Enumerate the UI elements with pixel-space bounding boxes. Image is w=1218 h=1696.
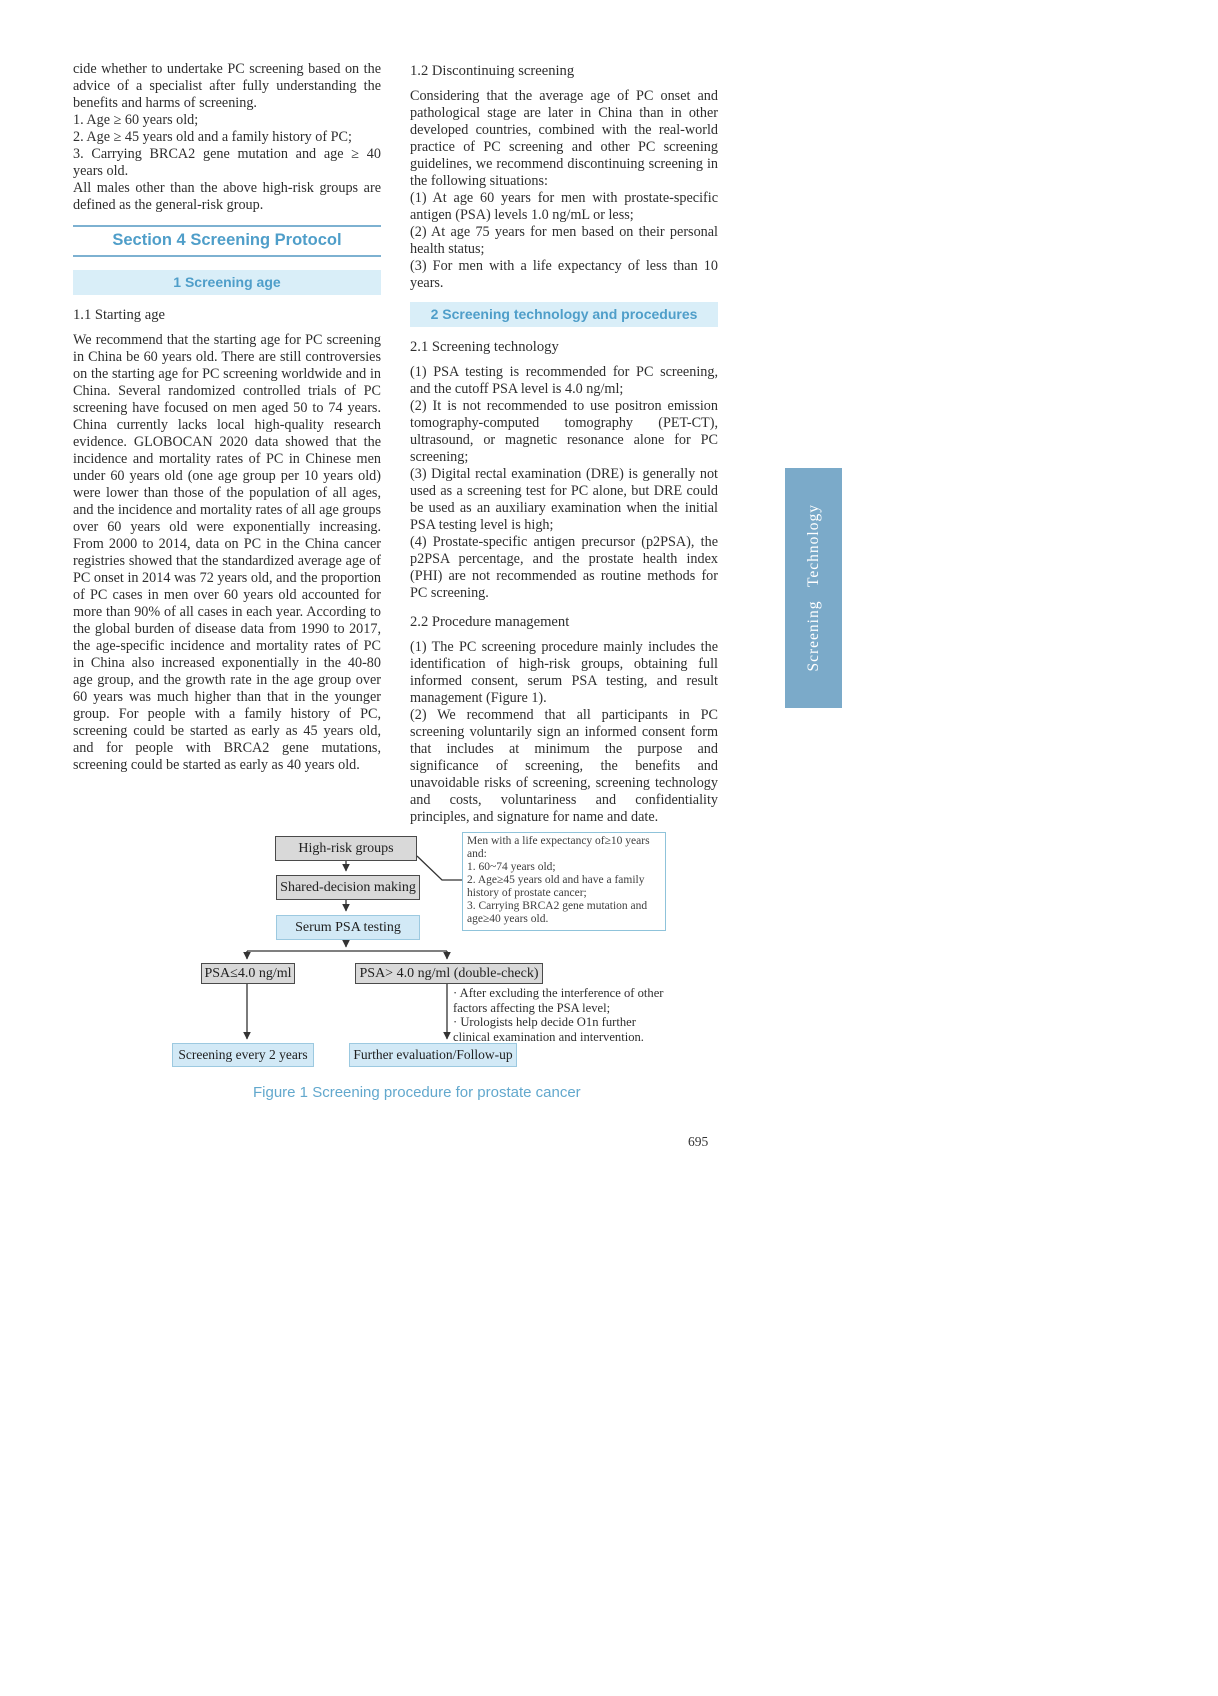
- risk-list-item-2: 2. Age ≥ 45 years old and a family history of PC;: [73, 129, 352, 145]
- left-column: [73, 61, 381, 774]
- flowchart-node-serum-psa-testing: Serum PSA testing: [276, 915, 420, 940]
- screening-technology-bar: 2 Screening technology and procedures: [410, 302, 718, 327]
- side-note-line-4: 3. Carrying BRCA2 gene mutation and age≥40 years old.: [467, 900, 648, 925]
- screening-technology-tab: [785, 468, 842, 708]
- technology-item-2: (2) It is not recommended to use positron emission tomography-computed tomography (PET-CT), ultrasound, or magnetic resonance alone for PC screening;: [410, 398, 718, 465]
- side-note-line-2: 1. 60~74 years old;: [467, 861, 556, 873]
- flowchart-annotation: [453, 986, 673, 1044]
- intro-paragraph: cide whether to undertake PC screening based on the advice of a specialist after fully understanding the benefits and harms of screening.: [73, 61, 381, 111]
- risk-list-item-1: 1. Age ≥ 60 years old;: [73, 112, 199, 128]
- subsection-1-2-heading: 1.2 Discontinuing screening: [410, 63, 575, 79]
- annotation-line-1: · After excluding the interference of other factors affecting the PSA level;: [453, 986, 664, 1015]
- section-4-heading: Section 4 Screening Protocol: [112, 231, 342, 249]
- flowchart-node-screening-every-2-years: Screening every 2 years: [172, 1043, 314, 1067]
- discontinuing-item-2: (2) At age 75 years for men based on their personal health status;: [410, 224, 718, 257]
- flowchart-node-further-evaluation: Further evaluation/Follow-up: [349, 1043, 517, 1067]
- starting-age-paragraph: We recommend that the starting age for PC screening in China be 60 years old. There are still controversies on the starting age for PC screening worldwide and in China. Several randomized controlled trials of PC screening have focused on men aged 50 to 74 years. China currently lacks local high-quality research evidence. GLOBOCAN 2020 data showed that the incidence and mortality rates of PC in Chinese men under 60 years old (one age group per 10 years old) were lower than those of the population of all ages, and the incidence and mortality rates of all age groups over 60 years old were exponentially increasing. From 2000 to 2014, data on PC in the China cancer registries showed that the standardized average age of PC onset in 2014 was 72 years old, and the proportion of PC cases in men over 60 years old accounted for more than 90% of all cases in each year. According to the global burden of disease data from 1990 to 2017, the age-specific incidence and mortality rates of PC in China also increased exponentially in the 40-80 age group, and the growth rate in the age group over 60 years was much higher than that in the younger group. For people with a family history of PC, screening could be started as early as 45 years old, and for people with BRCA2 gene mutations, screening could be started as early as 40 years old.: [73, 332, 381, 773]
- risk-list-item-3: 3. Carrying BRCA2 gene mutation and age ≥ 40 years old.: [73, 146, 381, 179]
- subsection-1-1-heading: 1.1 Starting age: [73, 307, 166, 323]
- flowchart: [0, 830, 760, 1080]
- technology-item-3: (3) Digital rectal examination (DRE) is generally not used as a screening test for PC alone, but DRE could be used as an auxiliary examination when the initial PSA testing level is high;: [410, 466, 718, 533]
- flowchart-node-psa-high: PSA> 4.0 ng/ml (double-check): [355, 963, 543, 984]
- discontinuing-paragraph: Considering that the average age of PC onset and pathological stage are later in China than in other developed countries, combined with the real-world practice of PC screening and other PC screening guidelines, we recommend discontinuing screening in the following situations:: [410, 88, 718, 189]
- section-4-heading-block: [73, 225, 381, 257]
- side-note-line-3: 2. Age≥45 years old and have a family history of prostate cancer;: [467, 874, 645, 899]
- general-risk-paragraph: All males other than the above high-risk groups are defined as the general-risk group.: [73, 180, 381, 213]
- screening-technology-tab-label: Screening Technology: [804, 504, 822, 672]
- discontinuing-item-3: (3) For men with a life expectancy of less than 10 years.: [410, 258, 718, 291]
- heading-rule-bottom: [73, 255, 381, 257]
- screening-age-bar: 1 Screening age: [73, 270, 381, 295]
- subsection-2-2-heading: 2.2 Procedure management: [410, 614, 570, 630]
- right-column: [410, 61, 718, 826]
- procedure-item-1: (1) The PC screening procedure mainly includes the identification of high-risk groups, obtaining full informed consent, serum PSA testing, and result management (Figure 1).: [410, 639, 718, 706]
- side-note-line-1: Men with a life expectancy of≥10 years and:: [467, 835, 650, 860]
- discontinuing-item-1: (1) At age 60 years for men with prostate-specific antigen (PSA) levels 1.0 ng/mL or less;: [410, 190, 718, 223]
- flowchart-side-note: [462, 832, 666, 931]
- technology-item-1: (1) PSA testing is recommended for PC screening, and the cutoff PSA level is 4.0 ng/ml;: [410, 364, 718, 397]
- technology-item-4: (4) Prostate-specific antigen precursor (p2PSA), the p2PSA percentage, and the prostate health index (PHI) are not recommended as routine methods for PC screening.: [410, 534, 718, 601]
- page-number: 695: [688, 1134, 709, 1149]
- figure-caption: Figure 1 Screening procedure for prostate cancer: [253, 1084, 581, 1101]
- flowchart-node-psa-low: PSA≤4.0 ng/ml: [201, 963, 295, 984]
- procedure-item-2: (2) We recommend that all participants in PC screening voluntarily sign an informed consent form that includes at minimum the purpose and significance of screening, the benefits and unavoidable risks of screening, screening technology and costs, voluntariness and confidentiality principles, and signature for name and date.: [410, 707, 718, 825]
- annotation-line-2: · Urologists help decide O1n further clinical examination and intervention.: [453, 1015, 644, 1044]
- flowchart-node-high-risk-groups: High-risk groups: [275, 836, 417, 861]
- subsection-2-1-heading: 2.1 Screening technology: [410, 339, 559, 355]
- flowchart-node-shared-decision: Shared-decision making: [276, 875, 420, 900]
